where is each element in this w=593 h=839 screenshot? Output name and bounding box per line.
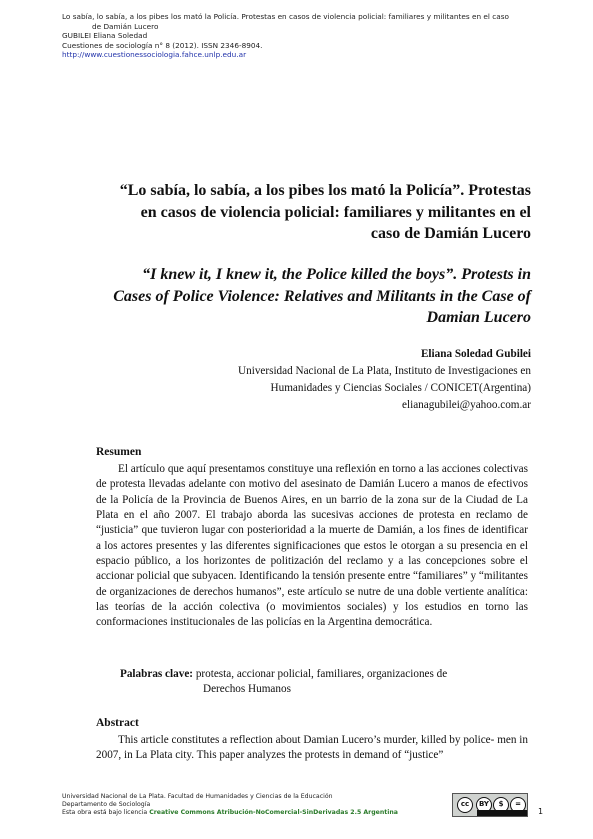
footer-license-link[interactable]: Creative Commons Atribución-NoComercial-SinDerivadas 2.5 Argentina [149, 809, 398, 817]
by-icon: BY [476, 797, 492, 813]
resumen-body [96, 462, 528, 631]
page-number: 1 [538, 807, 544, 816]
header-author: GUBILEI Eliana Soledad [62, 31, 148, 41]
nc-icon: $ [493, 797, 509, 813]
abstract-text: This article constitutes a reflection about Damian Lucero’s murder, killed by police- men in 2007, in La Plata city. This paper analyzes the protests in demand of “justice” [96, 734, 528, 762]
header-title-line: Lo sabía, lo sabía, a los pibes los mató la Policía. Protestas en casos de violencia policial: familiares y militantes en el caso [62, 12, 509, 21]
keywords-line-2: Derechos Humanos [203, 683, 291, 696]
nd-icon: = [510, 797, 526, 813]
author-email: elianagubilei@yahoo.com.ar [402, 399, 531, 411]
header-journal: Cuestiones de sociología n° 8 (2012). ISSN 2346-8904. [62, 40, 263, 50]
cc-icon: cc [457, 797, 473, 813]
abstract-heading: Abstract [96, 717, 139, 729]
author-block [231, 346, 531, 414]
footer-license-prefix: Esta obra está bajo licencia [62, 809, 148, 817]
author-name: Eliana Soledad Gubilei [420, 348, 531, 360]
keywords-line-1: protesta, accionar policial, familiares, organizaciones de [195, 668, 448, 680]
abstract-body [96, 733, 528, 764]
header-url-link[interactable]: http://www.cuestionessociologia.fahce.unlp.edu.ar [62, 50, 247, 60]
keywords [120, 667, 530, 698]
cc-badge-strip [477, 810, 527, 816]
footer [62, 793, 482, 818]
keywords-label: Palabras clave: [120, 668, 194, 680]
running-header [62, 12, 542, 60]
resumen-heading: Resumen [96, 446, 142, 458]
footer-university: Universidad Nacional de La Plata. Facultad de Humanidades y Ciencias de la Educación [62, 793, 333, 800]
footer-department: Departamento de Sociología [62, 801, 151, 809]
author-affiliation: Universidad Nacional de La Plata, Instituto de Investigaciones en Humanidades y Ciencias Sociales / CONICET(Argentina) [238, 365, 531, 394]
header-title-line-2: de Damián Lucero [92, 21, 159, 31]
title-english: “I knew it, I knew it, the Police killed the boys”. Protests in Cases of Police Violence: Relatives and Militants in the Case of Damian Lucero [113, 266, 531, 326]
title-spanish: “Lo sabía, lo sabía, a los pibes los mató la Policía”. Protestas en casos de violencia policial: familiares y militantes en el caso de Damián Lucero [119, 182, 531, 242]
resumen-text: El artículo que aquí presentamos constituye una reflexión en torno a las acciones colectivas de protesta llevadas adelante con motivo del asesinato de Damián Lucero a manos de efectivos de la Policía de la Provincia de Buenos Aires, en un barrio de la zona sur de la Ciudad de La Plata en el año 2007. El trabajo aborda las sucesivas acciones de protesta en reclamo de “justicia” que tuvieron lugar con posterioridad a la muerte de Damián, a los fines de identificar a los actores presentes y las diferentes significaciones que estos le otorgan a su presencia en el espacio público, a los horizontes de politización del reclamo y a las concepciones sobre el accionar policial que subyacen. Identificando la tensión presente entre “familiares” y “militantes de organizaciones de derechos humanos”, este artículo se nutre de una doble vertiente analítica: las teorías de la acción colectiva (o movimientos sociales) y los estudios en torno las conformaciones institucionales de las policías en la Argentina democrática. [96, 463, 528, 629]
cc-license-badge[interactable] [452, 793, 528, 817]
